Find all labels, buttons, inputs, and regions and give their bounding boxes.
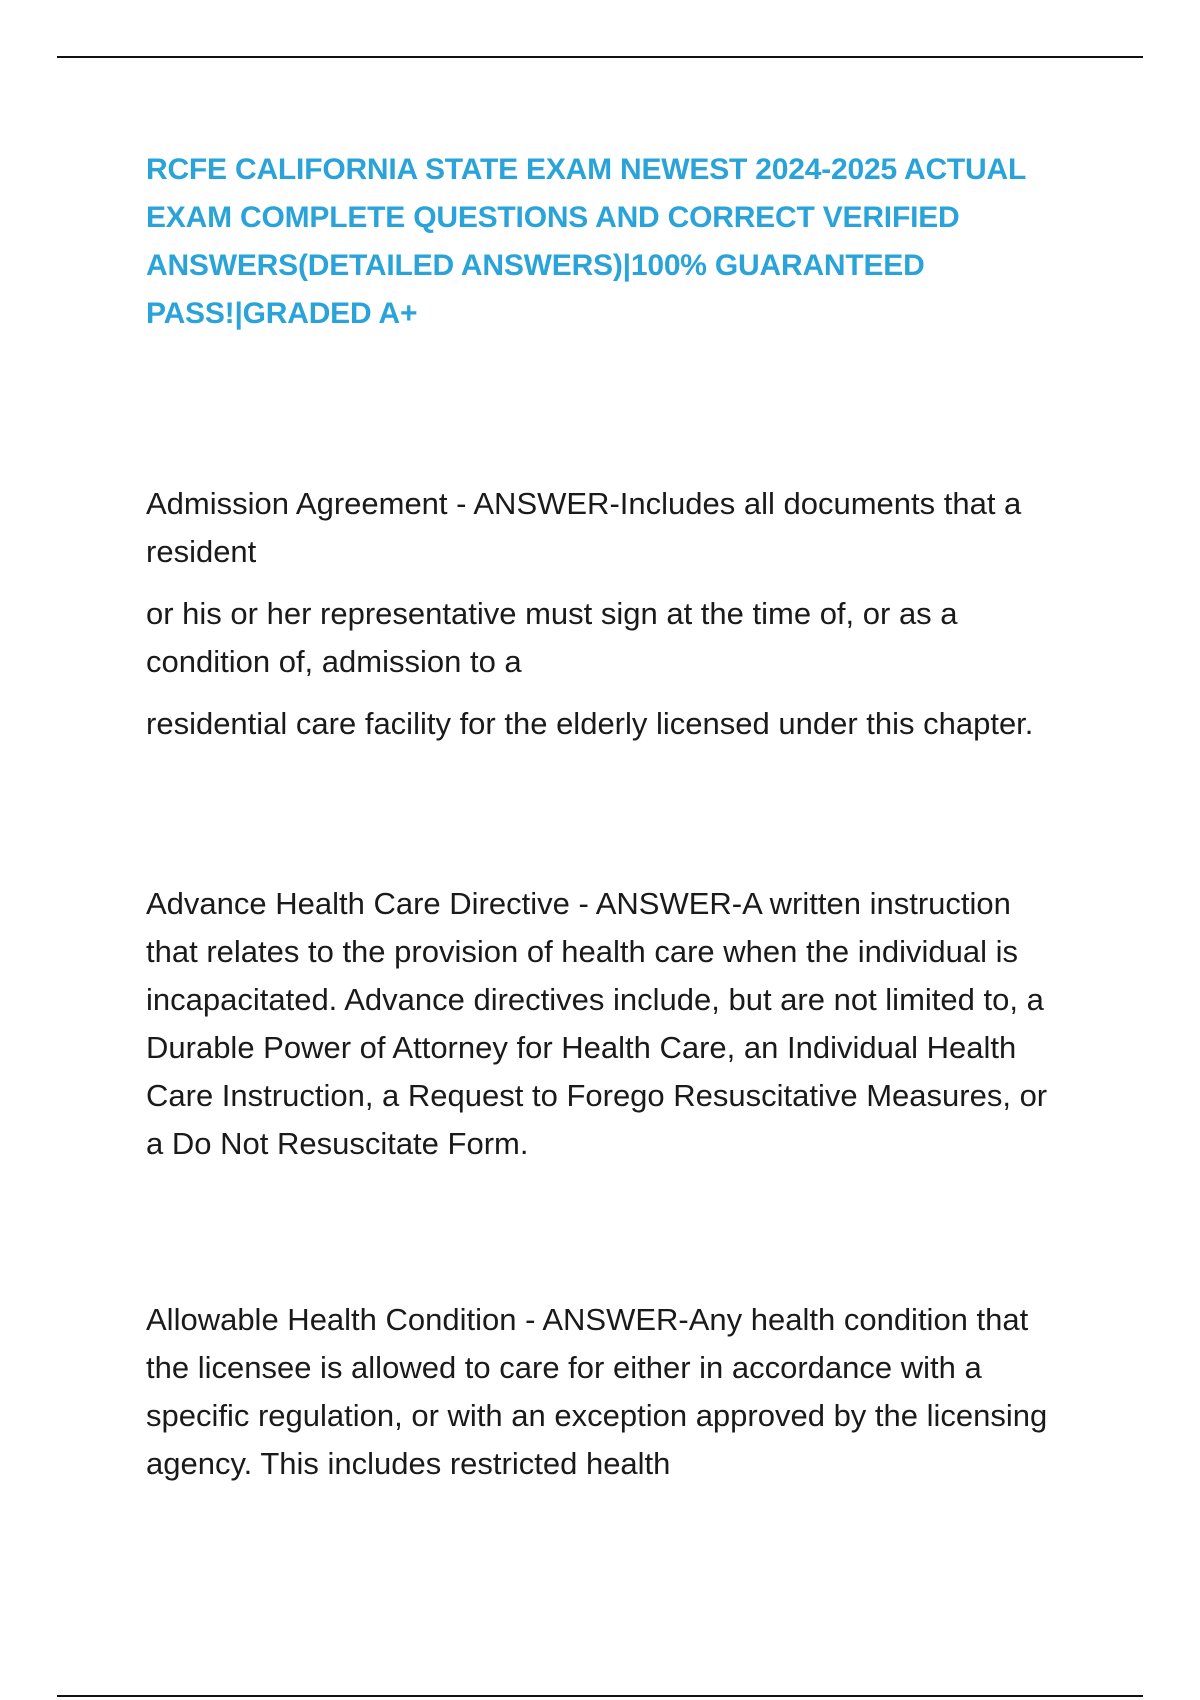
entry-advance-health-care-directive <box>146 880 1066 1168</box>
bottom-rule <box>57 1695 1143 1697</box>
entry-paragraph: Advance Health Care Directive - ANSWER-A written instruction that relates to the provision of health care when the individual is incapacitated. Advance directives include, but are not limited to, a Durable Power of Attorney for Health Care, an Individual Health Care Instruction, a Request to Forego Resuscitative Measures, or a Do Not Resuscitate Form. <box>146 886 1048 1161</box>
entry-paragraph: residential care facility for the elderly licensed under this chapter. <box>146 706 1034 741</box>
entry-paragraph: Allowable Health Condition - ANSWER-Any health condition that the licensee is allowed to care for either in accordance with a specific regulation, or with an exception approved by the licensing agency. This includes restricted health <box>146 1302 1048 1481</box>
entry-paragraph: or his or her representative must sign at the time of, or as a condition of, admission to a <box>146 596 958 679</box>
entry-paragraph: Admission Agreement - ANSWER-Includes all documents that a resident <box>146 486 1022 569</box>
entry-allowable-health-condition <box>146 1296 1066 1488</box>
entry-admission-agreement <box>146 480 1066 748</box>
top-rule <box>57 56 1143 58</box>
document-title: RCFE CALIFORNIA STATE EXAM NEWEST 2024-2025 ACTUAL EXAM COMPLETE QUESTIONS AND CORRECT VERIFIED ANSWERS(DETAILED ANSWERS)|100% GUARANTEED PASS!|GRADED A+ <box>146 153 1026 330</box>
